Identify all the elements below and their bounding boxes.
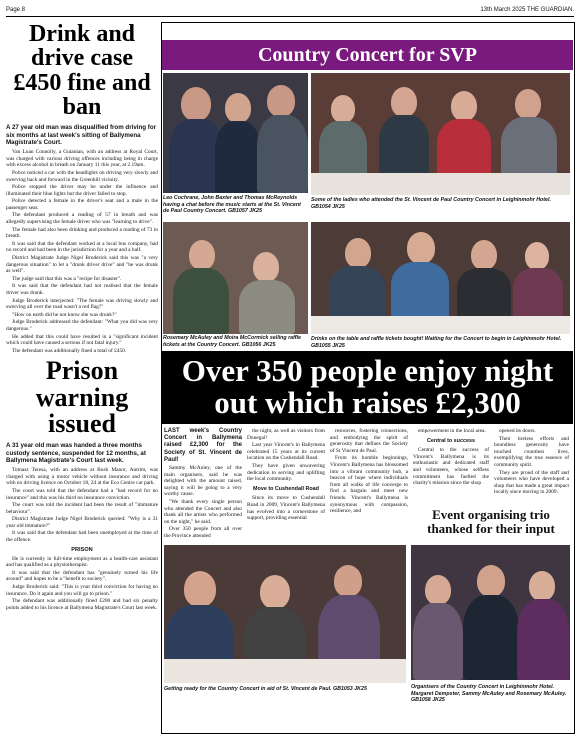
story-2-paragraph: The court was told that the defendant had a "bad record for no insurance" and this was his third no insurance conviction. bbox=[6, 487, 158, 501]
story-1-paragraph: It was said that the defendant worked at a local bus company, had no record and had been in the jurisdiction for a year and a half. bbox=[6, 240, 158, 254]
story-1-paragraph: Van Loan Connolly, a Guianian, with an address at Royal Court, was charged with various driving offences including being in charge with excess alcohol in breath on January 11 this year, at 2.19am. bbox=[6, 149, 158, 169]
story-1-paragraph: It was said that the defendant had not realised that the female driver was drunk. bbox=[6, 283, 158, 296]
feature-paragraph: Since its move to Cushendall Road in 2009, Vincent's Ballymena has evolved into a cornerstone of support, providing essential bbox=[247, 495, 325, 522]
feature-column-5 bbox=[494, 428, 569, 497]
story-2-lead: A 31 year old man was handed a three months custody sentence, suspended for 12 months, at Ballymena Magistrate's Court last week. bbox=[6, 441, 146, 465]
story-1-paragraph: Police noticed a car with the headlights on driving very slowly and swerving back and forward in the Greenhill vicinity. bbox=[6, 169, 158, 183]
story-1-paragraph: He added that this could have resulted in a "significant incident which could have caused a serious if not fatal injury." bbox=[6, 333, 158, 347]
feature-headline: Over 350 people enjoy night out which raises £2,300 bbox=[162, 351, 573, 424]
caption-photo-1: Leo Cochrane, John Baxter and Thomas McReynolds having a chat before the music starts at the St. Vincent de Paul Country Concert. GB1057 JK25 bbox=[163, 195, 301, 215]
feature-paragraph: opened its doors. bbox=[499, 428, 536, 434]
story-1-paragraph: District Magistrate Judge Nigel Broderick said this was "a very dangerous situation" to let a "drunk driver drive" and "he was drunk as well". bbox=[6, 255, 158, 275]
story-2-paragraph: District Magistrate Judge Nigel Broderick queried: "Why is a 31 year old immature?" bbox=[6, 516, 158, 529]
story-2-subhead: PRISON bbox=[71, 546, 93, 553]
story-1-paragraph: Police detected a female in the driver's seat and a male in the passenger seat. bbox=[6, 198, 158, 211]
feature-paragraph: Central to the success of Vincent's Ballymena is its enthusiastic and dedicated staff and volunteers, whose selfless commitment has fuelled the charity's mission since the shop bbox=[413, 447, 489, 487]
feature-paragraph: They have given unwavering dedication to serving and uplifting the local community. bbox=[247, 462, 325, 483]
photo-organisers bbox=[411, 545, 570, 680]
story-2-paragraph: The defendant was additionally fined £200 and had six penalty points added to his licence at Ballymena Magistrate's Court last week. bbox=[6, 598, 158, 611]
caption-photo-2: Some of the ladies who attended the St. Vincent de Paul Country Concert in Leighinmohr Hotel. GB1054 JK25 bbox=[311, 197, 551, 210]
feature-column-1 bbox=[164, 428, 242, 540]
story-2-paragraph: It was said that the defendant had been unemployed at the time of the offence. bbox=[6, 530, 158, 544]
photo-drinks-table bbox=[311, 222, 570, 334]
story-2-paragraph: He is currently in full-time employment as a health-care assistant and has qualified as a physiotherapist. bbox=[6, 555, 158, 569]
feature-paragraph: empowerment in the local area. bbox=[418, 428, 486, 434]
photo-raffle-sellers bbox=[163, 222, 308, 334]
feature-paragraph: resources, fostering connections, and embodying the spirit of generosity that defines the Society of St Vincent de Paul. bbox=[330, 428, 408, 454]
story-1-paragraph: The female had also been drinking and produced a reading of 73 in breath. bbox=[6, 226, 158, 240]
feature-subhead: Central to success bbox=[427, 437, 475, 444]
story-1-paragraph: The defendant produced a reading of 57 in breath and was allegedly supervising the female driver who was "learning to drive". bbox=[6, 212, 158, 226]
story-1-paragraph: The defendant was additionally fined a total of £450. bbox=[12, 347, 127, 354]
header-rule bbox=[6, 16, 574, 17]
caption-photo-5: Getting ready for the Country Concert in aid of St. Vincent de Paul. GB1053 JK25 bbox=[164, 686, 367, 692]
feature-paragraph: Sammy McAuley, one of the main organisers, said he was delighted with the amount raised, saying it will be going to a very worthy cause. bbox=[164, 464, 242, 498]
feature-paragraph: They are proud of the staff and volunteers who have developed a shop that has made a great impact locally since moving in 2009. bbox=[494, 469, 569, 496]
photo-getting-ready bbox=[164, 545, 406, 683]
story-2-body bbox=[6, 467, 158, 611]
event-headline: Event organising trio thanked for their input bbox=[427, 507, 555, 536]
photo-ladies-table bbox=[311, 73, 570, 195]
feature-column-3 bbox=[330, 428, 408, 516]
story-2-paragraph: Judge Broderick said: "This is your third conviction for having no insurance. Do it again and you will go to prison." bbox=[6, 584, 158, 597]
feature-paragraph: From its humble beginnings, Vincent's Ballymena has blossomed into a vibrant community hub, a beacon of hope where individuals from all walks of life converge to find a bargain and meet new friends. Vincent's Ballymena is synonymous with compassion, resilience, and bbox=[330, 455, 408, 515]
story-1-paragraph: The judge said that this was a "recipe for disaster". bbox=[12, 275, 122, 282]
feature-lead: LAST week's Country Concert in Ballymena raised £2,300 for the Society of St. Vincent de Paul! bbox=[164, 428, 242, 463]
feature-banner: Country Concert for SVP bbox=[162, 40, 573, 70]
feature-paragraph: Last year Vincent's in Ballymena celebrated 15 years at its current location on the Cushendall Road. bbox=[247, 442, 325, 462]
feature-paragraph: "We thank every single person who attended the Concert and also thank all the artists who performed on the night," he said. bbox=[164, 498, 242, 525]
story-2-paragraph: Tomasz Teresa, with an address at Bush Manor, Antrim, was charged with using a motor vehicle without insurance and driving with no driving licence on October 18, 24 at the Eco Centre car park. bbox=[6, 467, 158, 487]
story-1-paragraph: "How on earth did he not know she was drunk?" bbox=[12, 311, 117, 318]
left-column bbox=[6, 20, 158, 732]
story-1-body bbox=[6, 149, 158, 354]
story-2-headline: Prison warning issued bbox=[35, 356, 129, 439]
story-1-paragraph: Police stopped the driver may be under the influence and illuminated their blue lights but the driver failed to stop. bbox=[6, 184, 158, 197]
story-1-paragraph: Judge Broderick interjected: "The female was driving slowly and swerving all over the road wasn't a red flag?" bbox=[6, 297, 158, 311]
page-number: Page 8 bbox=[6, 7, 26, 13]
feature-paragraph: Over 350 people from all over the Province attended bbox=[164, 526, 242, 539]
caption-photo-3: Rosemary McAuley and Moira McCormick selling raffle tickets at the Country Concert. GB1056 JK25 bbox=[163, 335, 301, 348]
feature-paragraph: the night, as well as visitors from Donegal! bbox=[247, 428, 325, 441]
story-1-lead: A 27 year old man was disqualified from driving for six months at last week's sitting of Ballymena Magistrate's Court. bbox=[6, 123, 157, 147]
feature-column-4 bbox=[413, 428, 489, 488]
feature-subhead: Move to Cushendall Road bbox=[253, 485, 319, 492]
feature-paragraph: Their tireless efforts and boundless generosity have touched countless lives, exemplifying the true essence of community spirit. bbox=[494, 435, 569, 468]
issue-info: 13th March 2025 THE GUARDIAN. bbox=[480, 7, 574, 13]
photo-three-men bbox=[163, 73, 308, 193]
feature-column-2 bbox=[247, 428, 325, 523]
story-1-paragraph: Judge Broderick addressed the defendant: "What you did was very dangerous." bbox=[6, 319, 158, 332]
story-2-paragraph: The court was told the incident had been the result of "immature behaviour". bbox=[6, 502, 158, 515]
story-1-headline: Drink and drive case £450 fine and ban bbox=[13, 21, 151, 121]
story-2-paragraph: It was said that the defendant has "genuinely turned his life around" and hopes to be a "benefit to society". bbox=[6, 569, 158, 583]
caption-photo-4: Drinks on the table and raffle tickets bought! Waiting for the Concert to begin in Leighinmohr Hotel. GB1055 JK25 bbox=[311, 336, 562, 349]
caption-photo-6: Organisers of the Country Concert in Leighinmohr Hotel. Margaret Dempster, Sammy McAuley and Rosemary McAuley. GB1058 JK25 bbox=[411, 684, 567, 704]
